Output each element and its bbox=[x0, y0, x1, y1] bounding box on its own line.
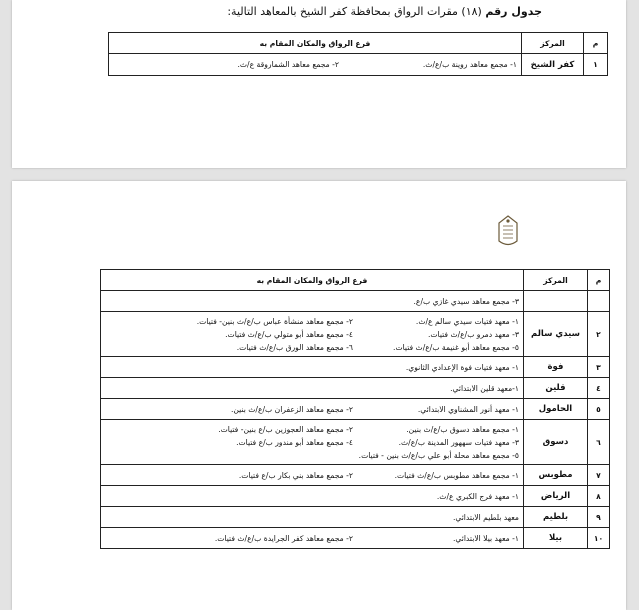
row-number: ٢ bbox=[588, 312, 610, 357]
branch-line bbox=[105, 423, 519, 436]
branch-list bbox=[109, 54, 522, 76]
branch-line bbox=[105, 436, 519, 449]
row-number: ٤ bbox=[588, 378, 610, 399]
center-name: بيلا bbox=[524, 528, 588, 549]
branches-table-1 bbox=[108, 32, 608, 76]
branch-list bbox=[101, 378, 524, 399]
row-number: ٧ bbox=[588, 465, 610, 486]
header-num: م bbox=[584, 33, 608, 54]
table-row bbox=[101, 291, 610, 312]
branch-line bbox=[105, 295, 519, 308]
table-row bbox=[101, 486, 610, 507]
branch-line bbox=[105, 382, 519, 395]
center-name: سيدي سالم bbox=[524, 312, 588, 357]
row-number bbox=[588, 291, 610, 312]
branch-item: ٣- مجمع معاهد سيدي غازي ب/ع. bbox=[413, 296, 519, 306]
branch-item: ٢- مجمع معاهد كفر الجرايدة ب/ع/ث فتيات. bbox=[214, 533, 353, 543]
table-header-row bbox=[101, 270, 610, 291]
center-name: مطوبس bbox=[524, 465, 588, 486]
branch-item: ٤- مجمع معاهد أبو مندور ب/ع فتيات. bbox=[236, 437, 353, 447]
center-name: بلطيم bbox=[524, 507, 588, 528]
branch-list bbox=[101, 486, 524, 507]
branch-list bbox=[101, 357, 524, 378]
table-caption bbox=[227, 5, 542, 18]
header-branches: فرع الرواق والمكان المقام به bbox=[109, 33, 522, 54]
center-name bbox=[524, 291, 588, 312]
header-branches: فرع الرواق والمكان المقام به bbox=[101, 270, 524, 291]
table-header-row bbox=[109, 33, 608, 54]
branch-item: ١- معهد فرج الكبري ع/ث. bbox=[436, 491, 519, 501]
branch-list bbox=[101, 399, 524, 420]
branch-line bbox=[105, 361, 519, 374]
branches-table-2 bbox=[100, 269, 610, 549]
table-row bbox=[101, 507, 610, 528]
branch-item: ١- معهد فتيات فوة الإعدادي الثانوي. bbox=[405, 362, 519, 372]
branch-line bbox=[105, 532, 519, 545]
center-name: قلين bbox=[524, 378, 588, 399]
header-center: المركز bbox=[524, 270, 588, 291]
branch-item: ٤- مجمع معاهد أبو متولي ب/ع/ث فتيات. bbox=[225, 329, 353, 339]
branch-list bbox=[101, 420, 524, 465]
caption-text: مقرات الرواق بمحافظة كفر الشيخ بالمعاهد التالية: bbox=[227, 5, 458, 18]
caption-label: جدول رقم bbox=[485, 5, 542, 18]
center-name: فوة bbox=[524, 357, 588, 378]
branch-item: ١-معهد قلين الابتدائي. bbox=[450, 383, 519, 393]
center-name: الرياض bbox=[524, 486, 588, 507]
row-number: ٦ bbox=[588, 420, 610, 465]
row-number: ٥ bbox=[588, 399, 610, 420]
branch-item: ٣- معهد دمرو ب/ع/ث فتيات. bbox=[427, 329, 519, 339]
branch-line bbox=[105, 315, 519, 328]
table-row bbox=[101, 465, 610, 486]
branch-item: ٥- مجمع معاهد محلة أبو علي ب/ع/ث بنين - فتيات. bbox=[358, 450, 519, 460]
center-name: دسوق bbox=[524, 420, 588, 465]
branch-item: ١- مجمع معاهد دسوق ب/ع/ث بنين. bbox=[406, 424, 519, 434]
branch-item: معهد بلطيم الابتدائي. bbox=[452, 512, 519, 522]
branch-list bbox=[101, 507, 524, 528]
branch-list bbox=[101, 528, 524, 549]
branch-line bbox=[105, 449, 519, 462]
branch-line bbox=[113, 58, 517, 71]
branch-item: ٦- مجمع معاهد الورق ب/ع/ث فتيات. bbox=[236, 342, 353, 352]
branch-list bbox=[101, 312, 524, 357]
header-center: المركز bbox=[522, 33, 584, 54]
table-row bbox=[101, 357, 610, 378]
branch-item: ٣- معهد فتيات سههور المدينة ب/ع/ث. bbox=[398, 437, 519, 447]
branch-line bbox=[105, 469, 519, 482]
document-page-2 bbox=[12, 181, 626, 610]
branch-line bbox=[105, 490, 519, 503]
document-page-1 bbox=[12, 0, 626, 168]
branch-item: ١- معهد بيلا الابتدائي. bbox=[452, 533, 519, 543]
center-name: الحامول bbox=[524, 399, 588, 420]
branch-item: ٢- مجمع معاهد منشأة عباس ب/ع/ث بنين- فتيات. bbox=[196, 316, 353, 326]
center-name: كفر الشيخ bbox=[522, 54, 584, 76]
branch-item: ٢- مجمع معاهد الشماروقة ع/ث. bbox=[237, 60, 339, 69]
branch-item: ٢- مجمع معاهد العجوزين ب/ع بنين- فتيات. bbox=[218, 424, 353, 434]
branch-item: ٢- مجمع معاهد الزعفران ب/ع/ث بنين. bbox=[230, 404, 353, 414]
branch-item: ٢- مجمع معاهد بني بكار ب/ع فتيات. bbox=[238, 470, 353, 480]
branch-item: ١- مجمع معاهد مطوبس ب/ع/ث فتيات. bbox=[394, 470, 519, 480]
table-row bbox=[101, 378, 610, 399]
caption-number: (١٨) bbox=[461, 5, 482, 18]
row-number: ١٠ bbox=[588, 528, 610, 549]
branch-list bbox=[101, 291, 524, 312]
row-number: ٩ bbox=[588, 507, 610, 528]
row-number: ٣ bbox=[588, 357, 610, 378]
row-number: ١ bbox=[584, 54, 608, 76]
branch-item: ١- مجمع معاهد روينة ب/ع/ث. bbox=[422, 60, 517, 69]
branch-line bbox=[105, 403, 519, 416]
branch-item: ٥- مجمع معاهد أبو غنيمة ب/ع/ث فتيات. bbox=[393, 342, 519, 352]
branch-line bbox=[105, 341, 519, 354]
table-row bbox=[101, 528, 610, 549]
table-row bbox=[101, 420, 610, 465]
row-number: ٨ bbox=[588, 486, 610, 507]
header-num: م bbox=[588, 270, 610, 291]
branch-item: ١- معهد فتيات سيدي سالم ع/ث. bbox=[415, 316, 519, 326]
branch-line bbox=[105, 511, 519, 524]
table-row bbox=[101, 312, 610, 357]
azhar-emblem-icon bbox=[497, 215, 519, 249]
branch-item: ١- معهد أنور المشناوي الابتدائي. bbox=[417, 404, 519, 414]
table-row bbox=[101, 399, 610, 420]
table-row bbox=[109, 54, 608, 76]
branch-line bbox=[105, 328, 519, 341]
branch-list bbox=[101, 465, 524, 486]
